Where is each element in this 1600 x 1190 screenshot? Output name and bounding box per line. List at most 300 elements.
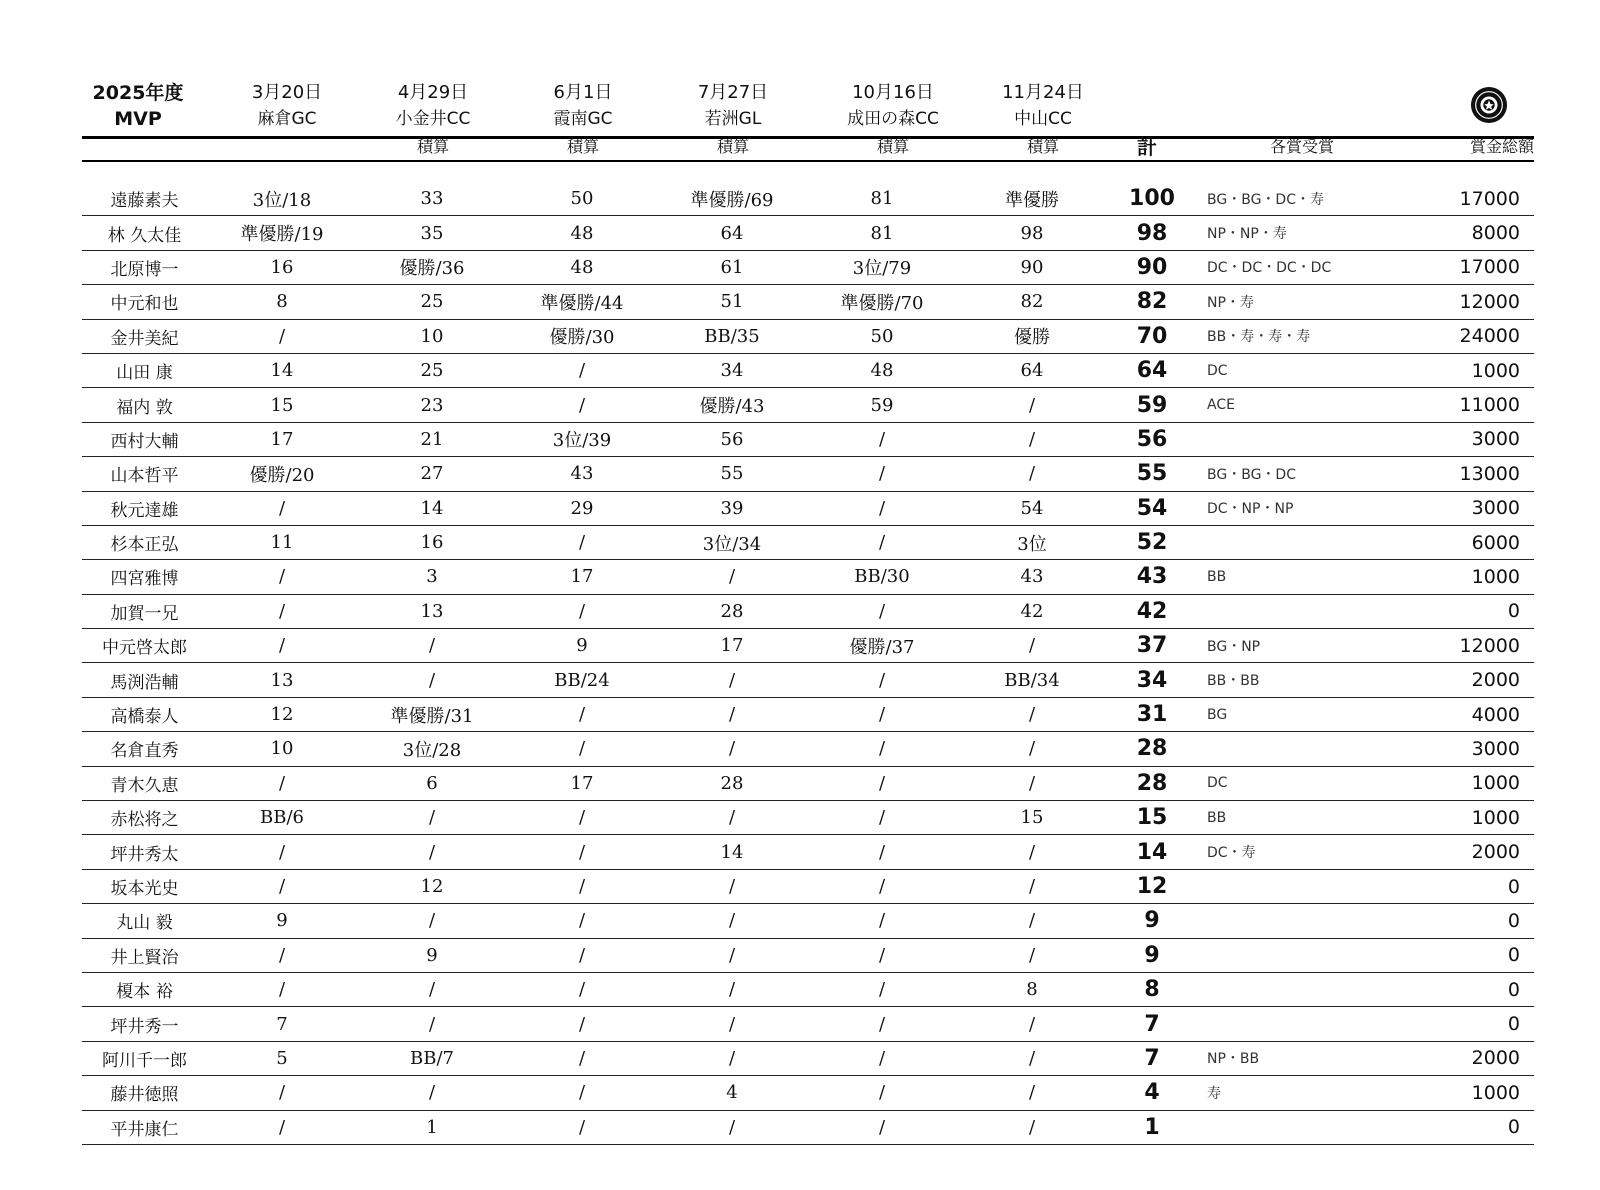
total-points: 54 — [1107, 491, 1197, 525]
round-header-6 — [978, 80, 1108, 132]
round-score-5: / — [807, 525, 957, 559]
prize-total: 3000 — [1414, 732, 1534, 766]
round-score-4: / — [657, 1007, 807, 1041]
mvp-standings-sheet — [82, 80, 1534, 1145]
round-score-4: 51 — [657, 285, 807, 319]
player-name: 丸山 毅 — [82, 904, 207, 938]
awards-list — [1197, 1007, 1414, 1041]
round-score-3: BB/24 — [507, 663, 657, 697]
round-score-4: / — [657, 801, 807, 835]
round-score-5: 優勝/37 — [807, 629, 957, 663]
table-row — [82, 250, 1534, 284]
prize-total: 0 — [1414, 1007, 1534, 1041]
awards-list: BB — [1197, 801, 1414, 835]
round-score-2: 9 — [357, 938, 507, 972]
round-score-1: 準優勝/19 — [207, 216, 357, 250]
round-sub-4: 積算 — [716, 137, 749, 156]
round-score-6: 8 — [957, 972, 1107, 1006]
player-name: 坂本光史 — [82, 869, 207, 903]
round-score-2: 3位/28 — [357, 732, 507, 766]
prize-total: 17000 — [1414, 182, 1534, 216]
table-row — [82, 1110, 1534, 1144]
round-score-4: / — [657, 663, 807, 697]
table-row — [82, 182, 1534, 216]
round-score-6: 準優勝 — [957, 182, 1107, 216]
player-name: 福内 敦 — [82, 388, 207, 422]
round-score-1: / — [207, 938, 357, 972]
round-score-4: BB/35 — [657, 319, 807, 353]
table-row — [82, 697, 1534, 731]
round-score-6: / — [957, 457, 1107, 491]
prize-header: 賞金総額 — [1469, 137, 1534, 156]
awards-list: NP・BB — [1197, 1041, 1414, 1075]
round-score-4: 61 — [657, 250, 807, 284]
player-name: 青木久恵 — [82, 766, 207, 800]
awards-list: DC・寿 — [1197, 835, 1414, 869]
total-points: 7 — [1107, 1041, 1197, 1075]
total-points: 42 — [1107, 594, 1197, 628]
round-score-5: / — [807, 972, 957, 1006]
round-score-3: / — [507, 1110, 657, 1144]
total-points: 8 — [1107, 972, 1197, 1006]
round-score-5: / — [807, 697, 957, 731]
prize-total: 6000 — [1414, 525, 1534, 559]
round-score-3: / — [507, 732, 657, 766]
round-score-3: / — [507, 835, 657, 869]
table-row — [82, 319, 1534, 353]
round-score-2: 16 — [357, 525, 507, 559]
player-name: 名倉直秀 — [82, 732, 207, 766]
total-points: 70 — [1107, 319, 1197, 353]
round-score-2: 13 — [357, 594, 507, 628]
round-sub-3: 積算 — [566, 137, 599, 156]
round-date: 10月16日 — [852, 82, 934, 103]
round-score-6: 90 — [957, 250, 1107, 284]
round-score-6: 54 — [957, 491, 1107, 525]
round-date: 4月29日 — [397, 82, 469, 103]
round-score-4: / — [657, 938, 807, 972]
table-row — [82, 491, 1534, 525]
round-score-5: 50 — [807, 319, 957, 353]
round-score-2: 3 — [357, 560, 507, 594]
table-row — [82, 388, 1534, 422]
round-score-1: 12 — [207, 697, 357, 731]
awards-list — [1197, 938, 1414, 972]
table-row — [82, 1076, 1534, 1110]
table-row — [82, 938, 1534, 972]
round-score-6: 42 — [957, 594, 1107, 628]
awards-list — [1197, 594, 1414, 628]
round-score-3: / — [507, 938, 657, 972]
awards-list: BB — [1197, 560, 1414, 594]
total-points: 15 — [1107, 801, 1197, 835]
table-row — [82, 1007, 1534, 1041]
round-score-4: 64 — [657, 216, 807, 250]
round-score-3: 43 — [507, 457, 657, 491]
round-date: 11月24日 — [1002, 82, 1084, 103]
round-score-4: / — [657, 1110, 807, 1144]
round-score-6: / — [957, 766, 1107, 800]
round-score-1: 14 — [207, 353, 357, 387]
round-score-5: / — [807, 904, 957, 938]
round-score-6: 優勝 — [957, 319, 1107, 353]
total-points: 90 — [1107, 250, 1197, 284]
player-name: 井上賢治 — [82, 938, 207, 972]
prize-total: 0 — [1414, 869, 1534, 903]
awards-list — [1197, 732, 1414, 766]
player-name: 赤松将之 — [82, 801, 207, 835]
round-score-4: 55 — [657, 457, 807, 491]
player-name: 金井美紀 — [82, 319, 207, 353]
round-score-5: 準優勝/70 — [807, 285, 957, 319]
prize-total: 13000 — [1414, 457, 1534, 491]
round-score-1: / — [207, 1076, 357, 1110]
round-score-1: / — [207, 491, 357, 525]
round-date: 7月27日 — [697, 82, 769, 103]
prize-total: 2000 — [1414, 1041, 1534, 1075]
round-score-3: 29 — [507, 491, 657, 525]
round-score-2: / — [357, 972, 507, 1006]
table-row — [82, 594, 1534, 628]
round-score-4: 4 — [657, 1076, 807, 1110]
prize-total: 0 — [1414, 904, 1534, 938]
round-score-6: 82 — [957, 285, 1107, 319]
round-header-4 — [668, 80, 798, 132]
table-row — [82, 629, 1534, 663]
awards-list — [1197, 422, 1414, 456]
round-score-4: 34 — [657, 353, 807, 387]
round-score-1: 3位/18 — [207, 182, 357, 216]
round-score-2: 35 — [357, 216, 507, 250]
total-points: 1 — [1107, 1110, 1197, 1144]
round-score-5: / — [807, 1076, 957, 1110]
awards-list — [1197, 904, 1414, 938]
round-header-2 — [368, 80, 498, 132]
club-emblem-icon — [1470, 86, 1508, 124]
round-score-6: / — [957, 1110, 1107, 1144]
title-year: 2025年度 — [92, 82, 184, 104]
round-score-5: / — [807, 491, 957, 525]
round-score-1: / — [207, 972, 357, 1006]
round-score-2: 10 — [357, 319, 507, 353]
prize-total: 4000 — [1414, 697, 1534, 731]
round-score-4: 優勝/43 — [657, 388, 807, 422]
round-score-5: / — [807, 869, 957, 903]
total-points: 59 — [1107, 388, 1197, 422]
round-score-2: / — [357, 1007, 507, 1041]
awards-list: BB・寿・寿・寿 — [1197, 319, 1414, 353]
prize-total: 24000 — [1414, 319, 1534, 353]
round-score-2: 23 — [357, 388, 507, 422]
round-score-2: 25 — [357, 353, 507, 387]
round-score-2: 21 — [357, 422, 507, 456]
total-points: 98 — [1107, 216, 1197, 250]
round-score-1: / — [207, 835, 357, 869]
prize-total: 11000 — [1414, 388, 1534, 422]
awards-list: DC・DC・DC・DC — [1197, 250, 1414, 284]
awards-list: NP・NP・寿 — [1197, 216, 1414, 250]
awards-list — [1197, 972, 1414, 1006]
round-score-3: 優勝/30 — [507, 319, 657, 353]
player-name: 坪井秀一 — [82, 1007, 207, 1041]
awards-list — [1197, 869, 1414, 903]
round-score-4: 28 — [657, 766, 807, 800]
round-score-3: / — [507, 904, 657, 938]
table-row — [82, 353, 1534, 387]
round-score-6: 3位 — [957, 525, 1107, 559]
round-score-6: BB/34 — [957, 663, 1107, 697]
round-score-5: / — [807, 594, 957, 628]
round-score-4: / — [657, 732, 807, 766]
round-score-5: / — [807, 1041, 957, 1075]
round-score-6: 98 — [957, 216, 1107, 250]
table-row — [82, 663, 1534, 697]
round-date: 6月1日 — [553, 82, 613, 103]
round-score-3: / — [507, 801, 657, 835]
round-score-3: 17 — [507, 560, 657, 594]
round-score-3: 準優勝/44 — [507, 285, 657, 319]
player-name: 遠藤素夫 — [82, 182, 207, 216]
round-score-1: / — [207, 1110, 357, 1144]
round-score-5: / — [807, 663, 957, 697]
player-name: 山田 康 — [82, 353, 207, 387]
awards-list: DC — [1197, 353, 1414, 387]
total-points: 52 — [1107, 525, 1197, 559]
prize-total: 1000 — [1414, 560, 1534, 594]
awards-list: BG — [1197, 697, 1414, 731]
table-row — [82, 869, 1534, 903]
player-name: 馬渕浩輔 — [82, 663, 207, 697]
round-score-3: / — [507, 353, 657, 387]
round-score-1: / — [207, 869, 357, 903]
player-name: 中元和也 — [82, 285, 207, 319]
round-score-5: / — [807, 766, 957, 800]
total-points: 12 — [1107, 869, 1197, 903]
round-score-4: / — [657, 869, 807, 903]
prize-total: 3000 — [1414, 422, 1534, 456]
prize-total: 2000 — [1414, 835, 1534, 869]
total-points: 28 — [1107, 732, 1197, 766]
round-score-2: / — [357, 801, 507, 835]
round-score-6: / — [957, 629, 1107, 663]
round-score-3: / — [507, 594, 657, 628]
player-name: 榎本 裕 — [82, 972, 207, 1006]
round-score-2: / — [357, 629, 507, 663]
round-score-5: / — [807, 457, 957, 491]
table-row — [82, 1041, 1534, 1075]
round-score-6: / — [957, 869, 1107, 903]
total-points: 9 — [1107, 904, 1197, 938]
total-points: 9 — [1107, 938, 1197, 972]
round-score-2: / — [357, 904, 507, 938]
round-score-4: 準優勝/69 — [657, 182, 807, 216]
prize-total: 8000 — [1414, 216, 1534, 250]
round-score-6: 43 — [957, 560, 1107, 594]
round-score-3: / — [507, 388, 657, 422]
total-points: 14 — [1107, 835, 1197, 869]
round-score-1: / — [207, 594, 357, 628]
round-score-6: / — [957, 938, 1107, 972]
total-header: 計 — [1137, 135, 1157, 159]
prize-total: 0 — [1414, 938, 1534, 972]
total-points: 7 — [1107, 1007, 1197, 1041]
round-score-6: / — [957, 1041, 1107, 1075]
total-points: 82 — [1107, 285, 1197, 319]
round-course: 若洲GL — [704, 109, 762, 129]
prize-total: 3000 — [1414, 491, 1534, 525]
awards-list: ACE — [1197, 388, 1414, 422]
round-score-4: / — [657, 972, 807, 1006]
awards-list — [1197, 525, 1414, 559]
round-score-6: / — [957, 1076, 1107, 1110]
awards-header: 各賞受賞 — [1269, 137, 1334, 156]
round-sub-5: 積算 — [876, 137, 909, 156]
total-points: 100 — [1107, 182, 1197, 216]
round-score-1: 13 — [207, 663, 357, 697]
player-name: 高橋泰人 — [82, 697, 207, 731]
round-score-6: 64 — [957, 353, 1107, 387]
round-score-2: 1 — [357, 1110, 507, 1144]
round-score-5: / — [807, 801, 957, 835]
round-score-4: 56 — [657, 422, 807, 456]
round-course: 霞南GC — [553, 109, 613, 129]
round-score-5: BB/30 — [807, 560, 957, 594]
player-name: 林 久太佳 — [82, 216, 207, 250]
round-score-2: / — [357, 1076, 507, 1110]
round-score-1: 7 — [207, 1007, 357, 1041]
standings-table — [82, 182, 1534, 1145]
round-score-4: / — [657, 697, 807, 731]
round-date: 3月20日 — [251, 82, 323, 103]
round-score-6: / — [957, 697, 1107, 731]
table-row — [82, 560, 1534, 594]
player-name: 四宮雅博 — [82, 560, 207, 594]
round-score-4: 17 — [657, 629, 807, 663]
round-score-3: / — [507, 1076, 657, 1110]
prize-total: 1000 — [1414, 353, 1534, 387]
awards-list: NP・寿 — [1197, 285, 1414, 319]
round-score-5: / — [807, 732, 957, 766]
round-score-5: 81 — [807, 216, 957, 250]
round-score-1: 9 — [207, 904, 357, 938]
round-score-1: 8 — [207, 285, 357, 319]
prize-total: 2000 — [1414, 663, 1534, 697]
round-score-6: / — [957, 388, 1107, 422]
round-score-5: 48 — [807, 353, 957, 387]
round-score-4: / — [657, 904, 807, 938]
round-score-6: / — [957, 422, 1107, 456]
round-score-2: / — [357, 663, 507, 697]
player-name: 坪井秀太 — [82, 835, 207, 869]
round-score-3: 3位/39 — [507, 422, 657, 456]
prize-total: 1000 — [1414, 766, 1534, 800]
round-score-2: 25 — [357, 285, 507, 319]
prize-total: 17000 — [1414, 250, 1534, 284]
header-rule-thin — [82, 160, 1534, 162]
table-header — [82, 80, 1534, 182]
awards-list: BG・BG・DC・寿 — [1197, 182, 1414, 216]
round-score-1: / — [207, 319, 357, 353]
prize-total: 1000 — [1414, 1076, 1534, 1110]
round-header-5 — [818, 80, 968, 132]
round-score-6: / — [957, 1007, 1107, 1041]
awards-list: BG・BG・DC — [1197, 457, 1414, 491]
round-score-1: 17 — [207, 422, 357, 456]
total-points: 56 — [1107, 422, 1197, 456]
round-score-3: 50 — [507, 182, 657, 216]
round-score-6: / — [957, 732, 1107, 766]
total-points: 4 — [1107, 1076, 1197, 1110]
round-score-5: 81 — [807, 182, 957, 216]
round-score-4: / — [657, 560, 807, 594]
round-score-5: / — [807, 422, 957, 456]
round-score-1: BB/6 — [207, 801, 357, 835]
table-row — [82, 732, 1534, 766]
total-points: 37 — [1107, 629, 1197, 663]
round-course: 小金井CC — [395, 109, 471, 129]
round-score-2: / — [357, 835, 507, 869]
player-name: 西村大輔 — [82, 422, 207, 456]
prize-total: 0 — [1414, 1110, 1534, 1144]
total-points: 31 — [1107, 697, 1197, 731]
round-score-1: 16 — [207, 250, 357, 284]
player-name: 藤井徳照 — [82, 1076, 207, 1110]
round-score-2: 優勝/36 — [357, 250, 507, 284]
round-score-2: 14 — [357, 491, 507, 525]
table-row — [82, 216, 1534, 250]
round-score-2: 準優勝/31 — [357, 697, 507, 731]
player-name: 平井康仁 — [82, 1110, 207, 1144]
awards-list — [1197, 1110, 1414, 1144]
round-score-6: 15 — [957, 801, 1107, 835]
title-mvp: MVP — [114, 108, 162, 130]
total-points: 34 — [1107, 663, 1197, 697]
round-score-2: BB/7 — [357, 1041, 507, 1075]
total-points: 64 — [1107, 353, 1197, 387]
table-row — [82, 525, 1534, 559]
round-score-5: / — [807, 1007, 957, 1041]
round-score-3: / — [507, 525, 657, 559]
round-score-3: / — [507, 1007, 657, 1041]
round-score-1: 11 — [207, 525, 357, 559]
round-score-1: 10 — [207, 732, 357, 766]
round-score-6: / — [957, 904, 1107, 938]
round-sub-2: 積算 — [416, 137, 449, 156]
awards-list: DC — [1197, 766, 1414, 800]
round-score-1: 優勝/20 — [207, 457, 357, 491]
prize-total: 0 — [1414, 594, 1534, 628]
player-name: 中元啓太郎 — [82, 629, 207, 663]
table-row — [82, 766, 1534, 800]
total-points: 28 — [1107, 766, 1197, 800]
round-score-2: 27 — [357, 457, 507, 491]
round-score-2: 12 — [357, 869, 507, 903]
round-score-5: / — [807, 938, 957, 972]
round-score-1: / — [207, 560, 357, 594]
round-score-3: 48 — [507, 216, 657, 250]
round-score-3: / — [507, 1041, 657, 1075]
round-score-3: / — [507, 697, 657, 731]
round-score-5: 59 — [807, 388, 957, 422]
table-row — [82, 904, 1534, 938]
prize-total: 1000 — [1414, 801, 1534, 835]
round-score-3: 9 — [507, 629, 657, 663]
round-score-5: / — [807, 1110, 957, 1144]
round-course: 麻倉GC — [257, 109, 317, 129]
round-sub-6: 積算 — [1026, 137, 1059, 156]
prize-total: 12000 — [1414, 285, 1534, 319]
round-score-5: 3位/79 — [807, 250, 957, 284]
